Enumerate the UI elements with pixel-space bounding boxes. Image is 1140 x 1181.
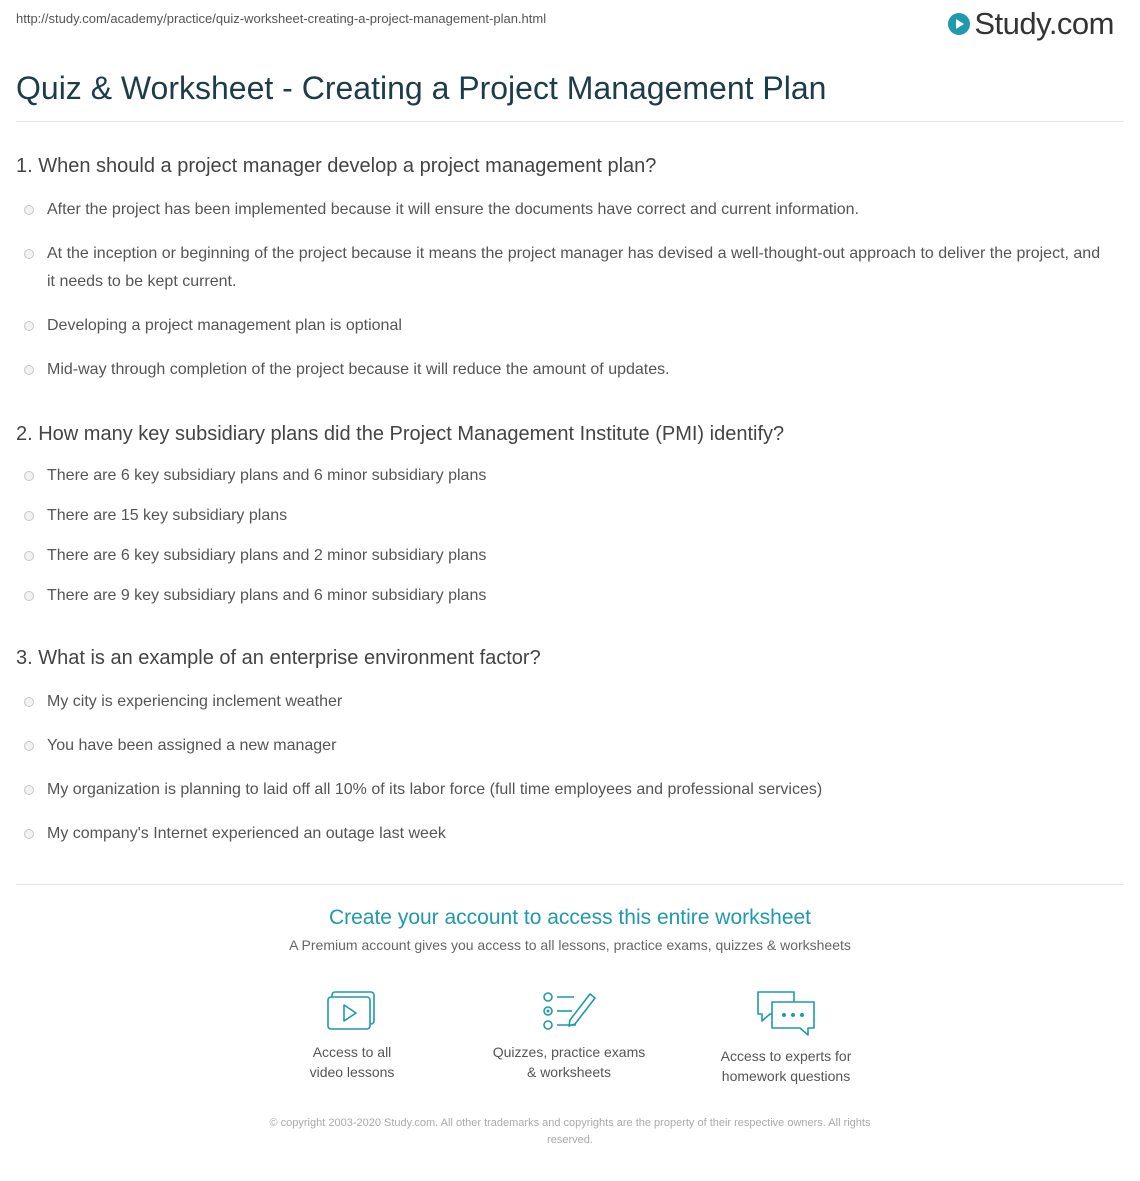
radio-button[interactable] (24, 829, 34, 839)
answer-option[interactable]: There are 6 key subsidiary plans and 2 minor subsidiary plans (47, 547, 487, 564)
create-account-link[interactable]: Create your account to access this entire worksheet (328, 906, 812, 929)
feature-caption-line1: Access to experts for (720, 1048, 852, 1064)
video-lessons-icon (325, 988, 379, 1034)
radio-button[interactable] (24, 205, 34, 215)
radio-button[interactable] (24, 785, 34, 795)
page-title: Quiz & Worksheet - Creating a Project Management Plan (16, 70, 827, 106)
radio-button[interactable] (24, 551, 34, 561)
radio-button[interactable] (24, 591, 34, 601)
chat-bubbles-icon (754, 988, 818, 1038)
play-circle-icon (948, 13, 970, 35)
answer-option[interactable]: After the project has been implemented because it will ensure the documents have correct and current information. (47, 201, 859, 218)
quiz-checklist-icon (540, 988, 598, 1034)
title-divider (16, 121, 1124, 122)
feature-caption-line1: Access to all (312, 1044, 392, 1060)
answer-option[interactable]: There are 15 key subsidiary plans (47, 507, 288, 524)
feature-caption-line2: homework questions (721, 1068, 851, 1084)
question-3-title: 3. What is an example of an enterprise environment factor? (16, 647, 541, 669)
feature-video-lessons (262, 988, 442, 1082)
section-divider (16, 884, 1124, 885)
question-2-title: 2. How many key subsidiary plans did the Project Management Institute (PMI) identify? (16, 423, 785, 445)
copyright-footer (0, 1115, 1140, 1149)
page-url: http://study.com/academy/practice/quiz-worksheet-creating-a-project-management-plan.html (16, 11, 547, 26)
answer-option[interactable]: There are 9 key subsidiary plans and 6 minor subsidiary plans (47, 587, 487, 604)
radio-button[interactable] (24, 249, 34, 259)
feature-caption-line2: video lessons (309, 1064, 395, 1080)
feature-caption-line1: Quizzes, practice exams (492, 1044, 646, 1060)
answer-option[interactable]: There are 6 key subsidiary plans and 6 minor subsidiary plans (47, 467, 487, 484)
answer-option[interactable]: You have been assigned a new manager (47, 737, 337, 754)
radio-button[interactable] (24, 321, 34, 331)
footer-line1: © copyright 2003-2020 Study.com. All other trademarks and copyrights are the property of their respective owners. All rights (269, 1117, 871, 1129)
radio-button[interactable] (24, 697, 34, 707)
answer-option[interactable]: Developing a project management plan is optional (47, 317, 402, 334)
cta-subtitle: A Premium account gives you access to all lessons, practice exams, quizzes & worksheets (289, 937, 851, 953)
logo-text: Study.com (974, 6, 1114, 41)
radio-button[interactable] (24, 471, 34, 481)
answer-option[interactable]: My city is experiencing inclement weather (47, 693, 343, 710)
answer-option[interactable]: Mid-way through completion of the project because it will reduce the amount of updates. (47, 361, 670, 378)
feature-quizzes (479, 988, 659, 1082)
radio-button[interactable] (24, 511, 34, 521)
answer-option[interactable]: At the inception or beginning of the project because it means the project manager has devised a well-thought-out approach to deliver the project, and it needs to be kept current. (47, 245, 1101, 290)
answer-option[interactable]: My organization is planning to laid off all 10% of its labor force (full time employees and professional services) (47, 781, 823, 798)
radio-button[interactable] (24, 741, 34, 751)
answer-option[interactable]: My company's Internet experienced an outage last week (47, 825, 446, 842)
radio-button[interactable] (24, 365, 34, 375)
footer-line2: reserved. (547, 1134, 593, 1146)
study-logo[interactable] (948, 6, 1114, 42)
feature-caption-line2: & worksheets (526, 1064, 612, 1080)
feature-experts (696, 988, 876, 1086)
question-1-title: 1. When should a project manager develop a project management plan? (16, 155, 657, 177)
